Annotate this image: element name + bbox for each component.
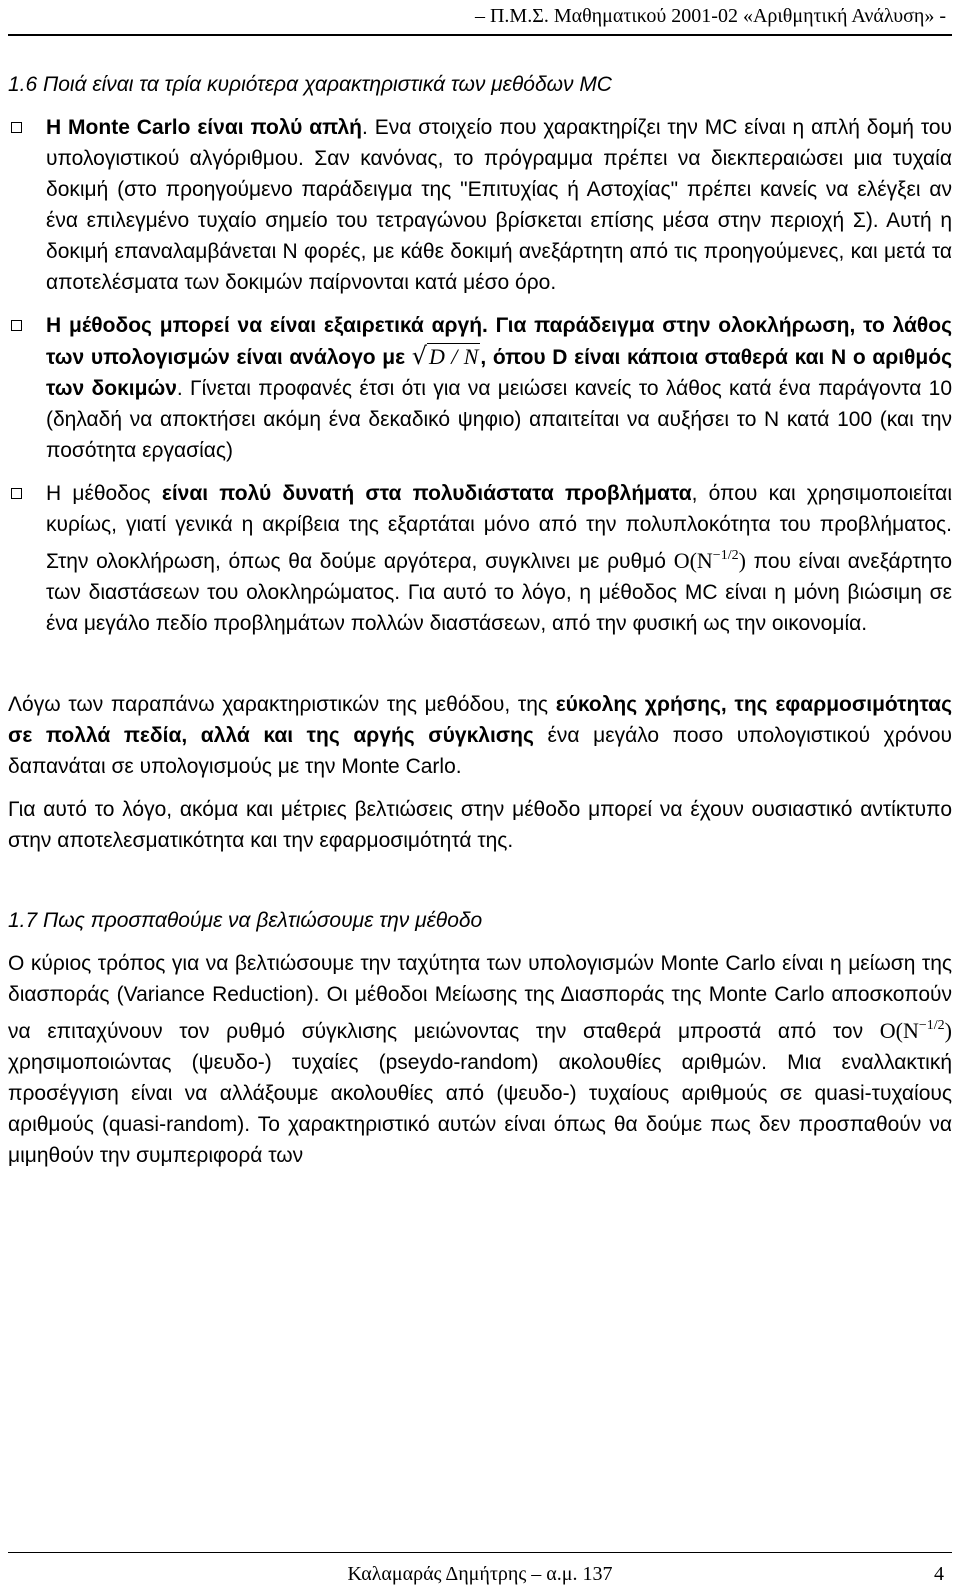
item-bold-text: Η Monte Carlo είναι πολύ απλή bbox=[46, 116, 362, 139]
sqrt-radicand: D / N bbox=[429, 344, 479, 369]
convergence-rate-formula: $O(N^{-1/2})$ bbox=[879, 1018, 952, 1043]
paragraph-characteristics: Λόγω των παραπάνω χαρακτηριστικών της μεθόδου, της εύκολης χρήσης, της εφαρμοσιμότητας σε πολλά πεδία, αλλά και της αργής σύγκλισης ένα μεγάλο ποσο υπολογιστικού χρόνου δαπανάται σε υπολογισμούς με την Monte Carlo. bbox=[8, 693, 952, 778]
bullet-item-simplicity bbox=[8, 112, 952, 298]
running-header: – Π.Μ.Σ. Μαθηματικού 2001-02 «Αριθμητική Ανάλυση» - bbox=[474, 5, 946, 27]
section-1-7-title: 1.7 Πως προσπαθούμε να βελτιώσουμε την μέθοδο bbox=[8, 909, 483, 932]
item-bold-text: Η μέθοδος μπορεί να είναι εξαιρετικά αργή. Για παράδειγμα στην ολοκλήρωση, το λάθος των υπολογισμών είναι ανάλογο με bbox=[46, 314, 952, 369]
item-text: . Γίνεται προφανές έτσι ότι για να μειώσει κανείς το λάθος κατά ένα παράγοντα 10 (δηλαδή να αποκτήσει ακόμη ένα δεκαδικό ψηφιο) απαιτείται να αυξήσει το Ν κατά 100 (και την ποσότητα εργασίας) bbox=[46, 377, 952, 462]
item-bold-text: είναι πολύ δυνατή στα πολυδιάστατα προβλήματα bbox=[161, 482, 692, 505]
item-text-1: Η μέθοδος bbox=[46, 482, 162, 505]
item-text: . Ενα στοιχείο που χαρακτηρίζει την MC είναι η απλή δομή του υπολογιστικού αλγόριθμου. Σαν κανόνας, το πρόγραμμα πρέπει να διεκπεραιώσει μια τυχαία δοκιμή (στο προηγούμενο παράδειγμα της "Επιτυχίας ή Αστοχίας" πρέπει κανείς να ελέγξει αν ένα επιλεγμένο τυχαίο σημείο του τετραγώνου βρίσκεται επίσης μέσα στην περιοχή Σ). Αυτή η δοκιμή επαναλαμβάνεται Ν φορές, με κάθε δοκιμή ανεξάρτητη από τις προηγούμενες, και μετά τα αποτελέσματα των δοκιμών παίρνονται κατά μέσο όρο. bbox=[46, 116, 953, 294]
page-footer bbox=[8, 1552, 952, 1585]
checkbox-bullet-icon bbox=[11, 122, 22, 133]
paragraph-improvements: Για αυτό το λόγο, ακόμα και μέτριες βελτιώσεις στην μέθοδο μπορεί να έχουν ουσιαστικό αντίκτυπο στην αποτελεσματικότητα και την εφαρμοσιμότητά της. bbox=[8, 798, 952, 852]
sqrt-icon: √ bbox=[411, 342, 428, 370]
checkbox-bullet-icon bbox=[11, 320, 22, 331]
bullet-item-slowness bbox=[8, 310, 952, 466]
footer-author: Καλαμαράς Δημήτρης – α.μ. 137 bbox=[347, 1563, 613, 1585]
section-1-6-title: 1.6 Ποιά είναι τα τρία κυριότερα χαρακτηριστικά των μεθόδων MC bbox=[8, 73, 612, 96]
sqrt-formula bbox=[412, 344, 481, 369]
item-text-2: , όπου και χρησιμοποιείται κυρίως, γιατί γενικά η ακρίβεια της εξαρτάται μόνο από την πολυπλοκότητα του προβλήματος. Στην ολοκλήρωση, όπως θα δούμε αργότερα, συγκλινει με ρυθμό bbox=[46, 482, 952, 573]
checkbox-bullet-icon bbox=[11, 488, 22, 499]
page-content bbox=[8, 70, 952, 1183]
item-text-3: που είναι ανεξάρτητο των διαστάσεων του ολοκληρώματος. Για αυτό το λόγο, η μέθοδος MC είναι η μόνη βιώσιμη σε ένα μεγάλο πεδίο προβλημάτων πολλών διαστάσεων, από την φυσική ως την οικονομία. bbox=[46, 550, 953, 635]
header-rule bbox=[8, 34, 952, 36]
item-bold-text-2: , όπου D είναι κάποια σταθερά και Ν ο αριθμός των δοκιμών bbox=[46, 346, 953, 400]
paragraph-variance-reduction: Ο κύριος τρόπος για να βελτιώσουμε την ταχύτητα των υπολογισμών Monte Carlo είναι η μείωση της διασποράς (Variance Reduction). Οι μέθοδοι Μείωσης της Διασποράς της Monte Carlo αποσκοπούν να επιταχύνουν τον ρυθμό σύγκλισης μειώνοντας την σταθερά μπροστά από τον $O(N^{-1/2})$ χρησιμοποιώντας (ψευδο-) τυχαίες (pseydo-random) ακολουθίες αριθμών. Μια εναλλακτική προσέγγιση είναι να αλλάξουμε ακολουθίες από (ψευδο-) τυχαίους αριθμούς σε quasi-τυχαίους αριθμούς (quasi-random). Το χαρακτηριστικό αυτών είναι όπως θα δούμε πως δεν προσπαθούν να μιμηθούν την συμπεριφορά των bbox=[8, 952, 952, 1167]
convergence-rate-formula: $O(N^{-1/2})$ bbox=[673, 548, 746, 573]
page-number: 4 bbox=[934, 1563, 944, 1585]
bullet-item-multidimensional bbox=[8, 478, 952, 639]
